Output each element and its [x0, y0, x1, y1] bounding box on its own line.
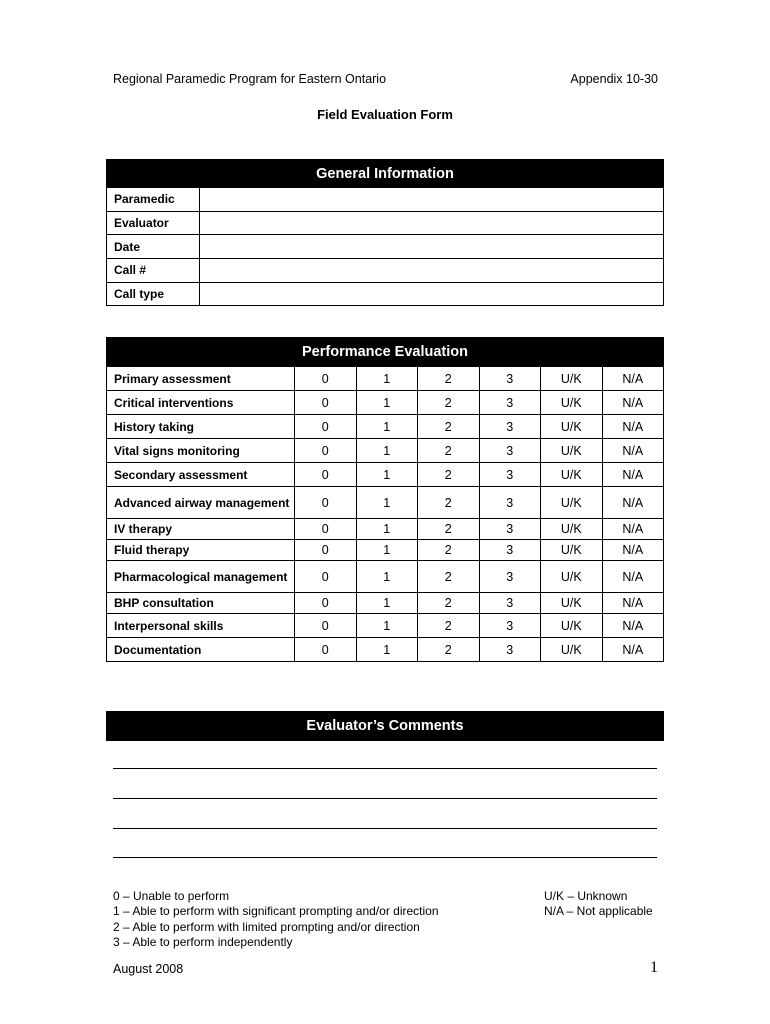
rating-option[interactable]: 0 [295, 519, 357, 540]
rating-option[interactable]: 0 [295, 439, 357, 463]
field-label: Call type [107, 282, 200, 306]
evaluation-row [107, 540, 664, 561]
rating-option[interactable]: 1 [356, 614, 418, 638]
evaluation-row [107, 561, 664, 593]
evaluation-row [107, 593, 664, 614]
rating-option[interactable]: U/K [541, 391, 603, 415]
evaluation-item-label: IV therapy [107, 519, 295, 540]
rating-option[interactable]: 3 [479, 540, 541, 561]
evaluation-item-label: Documentation [107, 638, 295, 662]
abbreviation-legend [544, 889, 653, 920]
rating-option[interactable]: 0 [295, 391, 357, 415]
rating-option[interactable]: 2 [418, 487, 480, 519]
evaluation-row [107, 415, 664, 439]
performance-evaluation-heading: Performance Evaluation [106, 337, 664, 366]
rating-option[interactable]: 2 [418, 463, 480, 487]
evaluation-item-label: Secondary assessment [107, 463, 295, 487]
evaluation-row [107, 614, 664, 638]
rating-option[interactable]: U/K [541, 463, 603, 487]
rating-option[interactable]: 2 [418, 439, 480, 463]
rating-option[interactable]: N/A [602, 391, 664, 415]
rating-option[interactable]: 0 [295, 463, 357, 487]
rating-option[interactable]: 1 [356, 561, 418, 593]
legend-item: 2 – Able to perform with limited prompting and/or direction [113, 919, 420, 934]
rating-option[interactable]: 1 [356, 391, 418, 415]
field-value-cell[interactable] [200, 259, 664, 283]
rating-option[interactable]: 3 [479, 561, 541, 593]
rating-option[interactable]: 3 [479, 463, 541, 487]
field-label: Paramedic [107, 188, 200, 212]
rating-option[interactable]: N/A [602, 487, 664, 519]
field-value-cell[interactable] [200, 211, 664, 235]
rating-option[interactable]: 2 [418, 367, 480, 391]
field-label: Date [107, 235, 200, 259]
general-info-row [107, 259, 664, 283]
rating-option[interactable]: 3 [479, 487, 541, 519]
legend-item: U/K – Unknown [544, 889, 628, 903]
general-info-row [107, 211, 664, 235]
field-label: Call # [107, 259, 200, 283]
legend-item: 0 – Unable to perform [113, 889, 230, 903]
rating-option[interactable]: 3 [479, 415, 541, 439]
evaluation-row [107, 439, 664, 463]
rating-option[interactable]: 2 [418, 540, 480, 561]
rating-option[interactable]: U/K [541, 367, 603, 391]
rating-option[interactable]: 2 [418, 614, 480, 638]
rating-option[interactable]: U/K [541, 614, 603, 638]
rating-option[interactable]: 0 [295, 638, 357, 662]
evaluation-item-label: Critical interventions [107, 391, 295, 415]
form-title: Field Evaluation Form [317, 107, 453, 122]
field-value-cell[interactable] [200, 188, 664, 212]
rating-legend [113, 889, 439, 950]
rating-option[interactable]: 3 [479, 614, 541, 638]
general-information-table [106, 187, 664, 306]
evaluation-item-label: Fluid therapy [107, 540, 295, 561]
evaluation-row [107, 391, 664, 415]
rating-option[interactable]: 1 [356, 415, 418, 439]
evaluation-item-label: Interpersonal skills [107, 614, 295, 638]
field-value-cell[interactable] [200, 235, 664, 259]
rating-option[interactable]: 1 [356, 463, 418, 487]
legend-item: N/A – Not applicable [544, 904, 653, 919]
general-info-row [107, 188, 664, 212]
rating-option[interactable]: 0 [295, 540, 357, 561]
rating-option[interactable]: N/A [602, 540, 664, 561]
rating-option[interactable]: N/A [602, 614, 664, 638]
general-info-row [107, 235, 664, 259]
organization-name: Regional Paramedic Program for Eastern Ontario [113, 72, 387, 86]
rating-option[interactable]: N/A [602, 367, 664, 391]
rating-option[interactable]: 2 [418, 519, 480, 540]
evaluation-row [107, 463, 664, 487]
rating-option[interactable]: 1 [356, 593, 418, 614]
evaluation-row [107, 638, 664, 662]
rating-option[interactable]: 0 [295, 561, 357, 593]
rating-option[interactable]: 2 [418, 415, 480, 439]
rating-option[interactable]: 3 [479, 391, 541, 415]
rating-option[interactable]: 0 [295, 367, 357, 391]
rating-option[interactable]: U/K [541, 519, 603, 540]
rating-option[interactable]: N/A [602, 593, 664, 614]
comment-line[interactable] [113, 768, 657, 769]
rating-option[interactable]: N/A [602, 561, 664, 593]
legend-item: 1 – Able to perform with significant prompting and/or direction [113, 904, 439, 919]
comment-line[interactable] [113, 798, 657, 799]
evaluation-item-label: History taking [107, 415, 295, 439]
field-value-cell[interactable] [200, 282, 664, 306]
rating-option[interactable]: U/K [541, 593, 603, 614]
evaluator-comments-heading: Evaluator’s Comments [106, 711, 664, 741]
evaluation-row [107, 519, 664, 540]
rating-option[interactable]: 0 [295, 593, 357, 614]
rating-option[interactable]: 2 [418, 561, 480, 593]
rating-option[interactable]: 2 [418, 638, 480, 662]
rating-option[interactable]: U/K [541, 415, 603, 439]
rating-option[interactable]: 2 [418, 391, 480, 415]
rating-option[interactable]: 0 [295, 487, 357, 519]
footer-date: August 2008 [113, 962, 184, 976]
rating-option[interactable]: U/K [541, 561, 603, 593]
legend-item: 3 – Able to perform independently [113, 934, 293, 949]
rating-option[interactable]: 3 [479, 593, 541, 614]
page-number: 1 [650, 959, 658, 976]
rating-option[interactable]: U/K [541, 487, 603, 519]
comment-line[interactable] [113, 857, 657, 858]
rating-option[interactable]: N/A [602, 638, 664, 662]
rating-option[interactable]: N/A [602, 439, 664, 463]
evaluation-item-label: BHP consultation [107, 593, 295, 614]
rating-option[interactable]: 3 [479, 367, 541, 391]
rating-option[interactable]: 1 [356, 638, 418, 662]
comment-line[interactable] [113, 828, 657, 829]
general-information-heading: General Information [106, 159, 664, 187]
appendix-label: Appendix 10-30 [570, 72, 658, 86]
rating-option[interactable]: 1 [356, 540, 418, 561]
rating-option[interactable]: 3 [479, 439, 541, 463]
rating-option[interactable]: 3 [479, 519, 541, 540]
field-label: Evaluator [107, 211, 200, 235]
rating-option[interactable]: U/K [541, 540, 603, 561]
rating-option[interactable]: U/K [541, 638, 603, 662]
evaluation-row [107, 367, 664, 391]
rating-option[interactable]: N/A [602, 415, 664, 439]
rating-option[interactable]: 1 [356, 367, 418, 391]
rating-option[interactable]: 0 [295, 614, 357, 638]
rating-option[interactable]: 1 [356, 487, 418, 519]
evaluation-item-label: Pharmacological management [107, 561, 295, 593]
rating-option[interactable]: N/A [602, 519, 664, 540]
evaluation-item-label: Primary assessment [107, 367, 295, 391]
rating-option[interactable]: 0 [295, 415, 357, 439]
rating-option[interactable]: N/A [602, 463, 664, 487]
rating-option[interactable]: 1 [356, 439, 418, 463]
general-info-row [107, 282, 664, 306]
evaluation-item-label: Vital signs monitoring [107, 439, 295, 463]
rating-option[interactable]: 3 [479, 638, 541, 662]
rating-option[interactable]: 1 [356, 519, 418, 540]
evaluation-row [107, 487, 664, 519]
performance-evaluation-table [106, 366, 664, 662]
rating-option[interactable]: 2 [418, 593, 480, 614]
evaluation-item-label: Advanced airway management [107, 487, 295, 519]
rating-option[interactable]: U/K [541, 439, 603, 463]
